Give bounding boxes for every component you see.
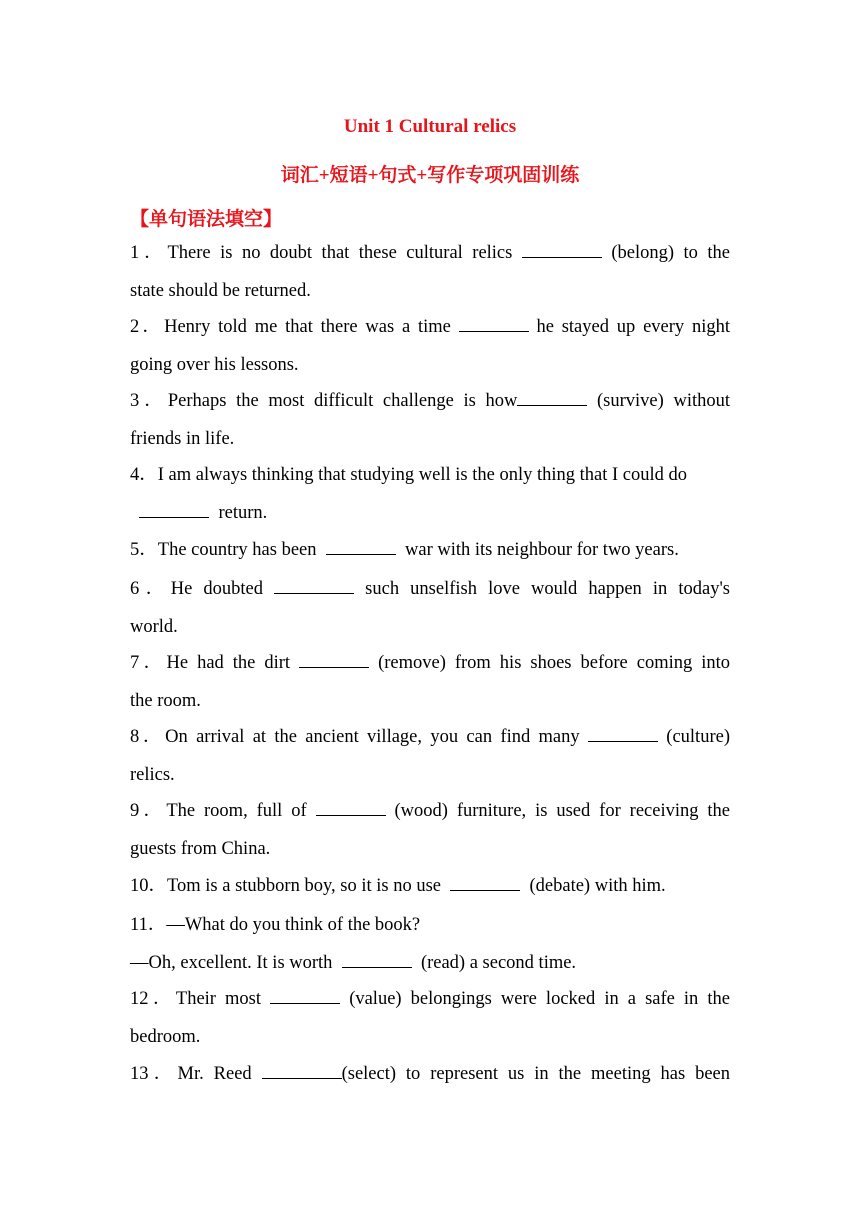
question-12-line-2: bedroom. [130,1027,201,1047]
answer-blank[interactable] [262,1062,342,1079]
answer-blank[interactable] [342,951,412,968]
question-10-line-1 [130,874,730,898]
answer-blank[interactable] [299,651,369,668]
question-text: return. [218,503,268,523]
question-9-line-1 [130,799,730,823]
question-number: 13． [130,1064,178,1084]
question-number: 6． [130,579,171,599]
question-text: He doubted [170,579,263,599]
question-11-line-2 [130,951,730,975]
question-text: (select) to represent us in the meeting has been [341,1064,730,1084]
answer-blank[interactable] [588,725,658,742]
question-text: (remove) from his shoes before coming into [378,653,730,673]
question-1-line-2: state should be returned. [130,281,311,301]
question-text: On arrival at the ancient village, you can find many [165,727,580,747]
question-7-line-1 [130,651,730,675]
question-text: (read) a second time. [420,953,577,973]
question-2-line-1 [130,315,730,339]
question-text: (culture) [666,727,730,747]
answer-blank[interactable] [459,315,529,332]
question-3-line-1 [130,389,730,413]
question-number: 5． [130,540,158,560]
question-text: (debate) with him. [529,876,666,896]
question-4-line-1 [130,463,730,487]
question-text: (survive) without [597,391,730,411]
question-text: Henry told me that there was a time [164,317,451,337]
question-number: 3． [130,391,168,411]
question-text: Perhaps the most difficult challenge is how [167,391,518,411]
question-11-line-1 [130,913,730,937]
question-4-line-2 [130,501,730,525]
question-text: Tom is a stubborn boy, so it is no use [167,876,441,896]
answer-blank[interactable] [450,874,520,891]
question-number: 2． [130,317,165,337]
question-13-line-1 [130,1062,730,1086]
question-6-line-1 [130,577,730,601]
question-text: —Oh, excellent. It is worth [130,953,333,973]
page-subtitle: 词汇+短语+句式+写作专项巩固训练 [280,165,580,186]
question-text: The room, full of [166,801,307,821]
question-text: (wood) furniture, is used for receiving the [394,801,731,821]
question-6-line-2: world. [130,617,178,637]
question-number: 4． [130,465,158,485]
question-text: war with its neighbour for two years. [405,540,679,560]
question-text: I am always thinking that studying well is the only thing that I could do [157,465,688,485]
question-8-line-1 [130,725,730,749]
question-number: 10． [130,876,168,896]
question-text: There is no doubt that these cultural relics [167,243,513,263]
answer-blank[interactable] [270,987,340,1004]
section-heading: 【单句语法填空】 [130,209,283,230]
answer-blank[interactable] [139,501,209,518]
question-text: (value) belongings were locked in a safe in the [349,989,730,1009]
answer-blank[interactable] [326,538,396,555]
question-12-line-1 [130,987,730,1011]
question-text: Their most [175,989,262,1009]
question-7-line-2: the room. [130,691,201,711]
question-5-line-1 [130,538,730,562]
question-2-line-2: going over his lessons. [130,355,299,375]
question-text: Mr. Reed [177,1064,252,1084]
question-9-line-2: guests from China. [130,839,271,859]
question-number: 12． [130,989,176,1009]
question-text: (belong) to the [611,243,731,263]
page-title: Unit 1 Cultural relics [343,116,517,137]
question-text: he stayed up every night [536,317,730,337]
question-1-line-1 [130,241,730,265]
question-text: —What do you think of the book? [166,915,421,935]
question-number: 7． [130,653,167,673]
question-8-line-2: relics. [130,765,175,785]
answer-blank[interactable] [522,241,602,258]
question-number: 1． [130,243,168,263]
question-text: He had the dirt [166,653,291,673]
question-number: 8． [130,727,166,747]
question-number: 9． [130,801,167,821]
answer-blank[interactable] [517,389,587,406]
question-number: 11． [130,915,167,935]
question-text: such unselfish love would happen in today's [365,579,730,599]
question-3-line-2: friends in life. [130,429,235,449]
answer-blank[interactable] [274,577,354,594]
question-text: The country has been [157,540,317,560]
answer-blank[interactable] [316,799,386,816]
